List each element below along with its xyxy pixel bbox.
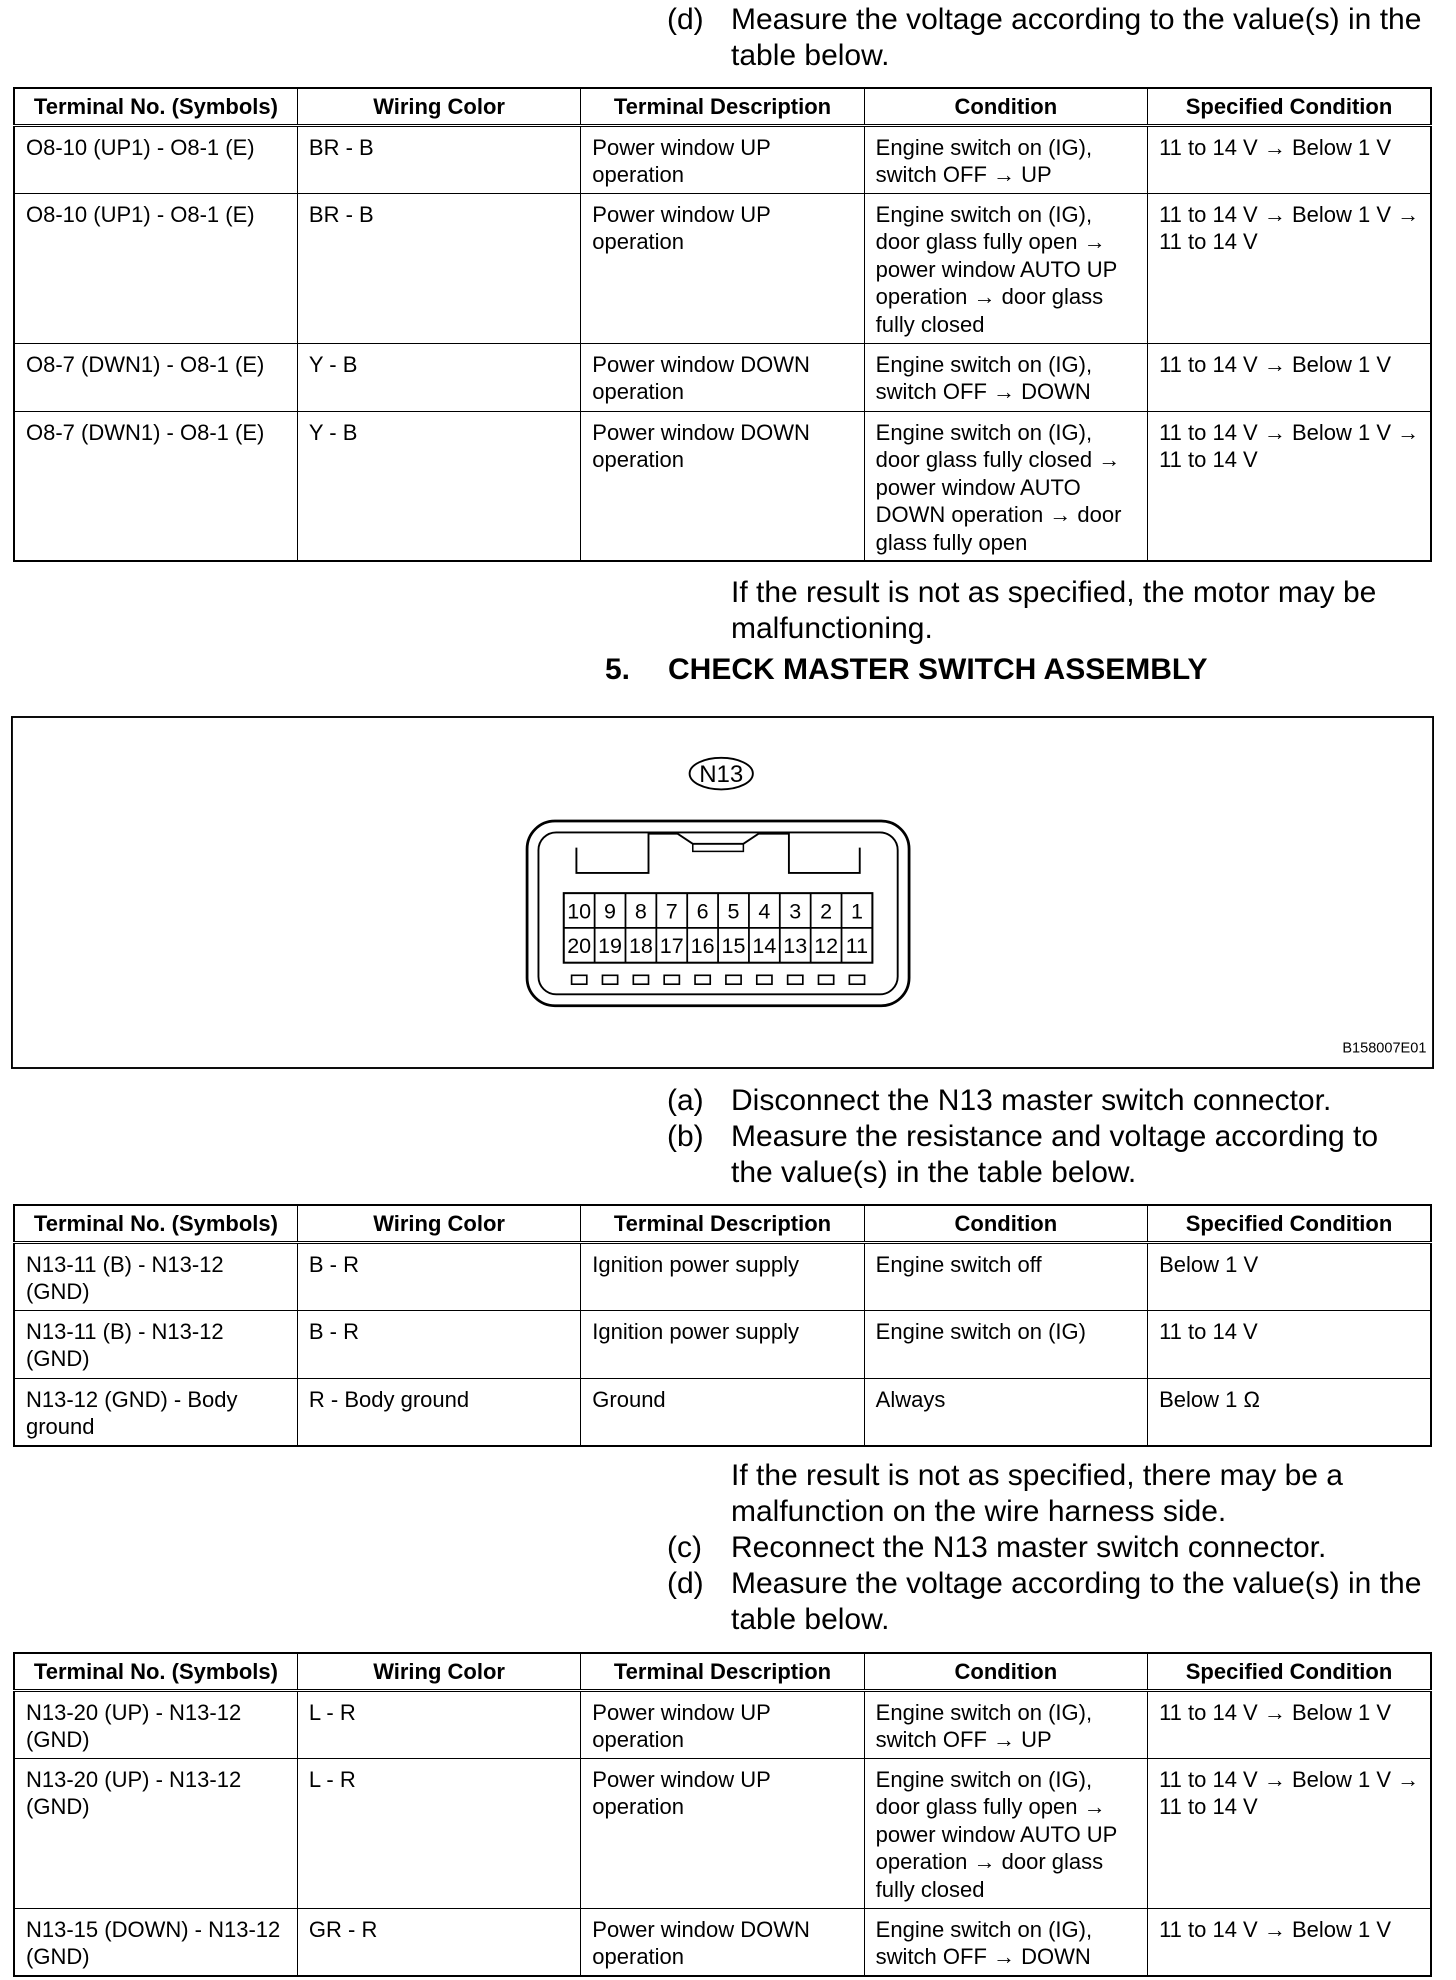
table-header-row (14, 1205, 1431, 1242)
table-row (14, 411, 1431, 561)
step-label: (b) (667, 1120, 704, 1153)
cell-description: Ignition power supply (581, 1310, 864, 1378)
step-label: (c) (667, 1531, 702, 1564)
cell-wiring-color: GR - R (297, 1908, 580, 1976)
header-specified-condition: Specified Condition (1148, 1653, 1431, 1690)
table-row (14, 1690, 1431, 1758)
n13-voltage-table (13, 1652, 1432, 1977)
step-measure-voltage-o8 (667, 2, 1447, 74)
cell-condition: Engine switch on (IG), switch OFF → UP (864, 125, 1147, 193)
cell-description: Power window DOWN operation (581, 411, 864, 561)
header-wiring-color: Wiring Color (297, 88, 580, 125)
pin-11: 11 (845, 934, 869, 959)
header-terminal-description: Terminal Description (581, 1205, 864, 1242)
cell-description: Power window UP operation (581, 125, 864, 193)
header-terminal-no: Terminal No. (Symbols) (14, 1653, 297, 1690)
step-reconnect-connector (667, 1530, 1447, 1566)
n13-resistance-voltage-table (13, 1204, 1432, 1447)
cell-wiring-color: B - R (297, 1242, 580, 1310)
connector-label-badge (690, 758, 753, 790)
cell-terminal: N13-11 (B) - N13-12 (GND) (14, 1242, 297, 1310)
step-measure-resistance-voltage (667, 1119, 1447, 1191)
cell-specified-condition: 11 to 14 V → Below 1 V → 11 to 14 V (1148, 411, 1431, 561)
cell-wiring-color: L - R (297, 1758, 580, 1908)
cell-description: Ignition power supply (581, 1242, 864, 1310)
cell-specified-condition: 11 to 14 V → Below 1 V → 11 to 14 V (1148, 193, 1431, 343)
section-number: 5. (605, 653, 631, 686)
cell-condition: Engine switch on (IG), switch OFF → DOWN (864, 343, 1147, 411)
cell-condition: Engine switch on (IG) (864, 1310, 1147, 1378)
pin-20: 20 (567, 934, 592, 959)
step-label: (d) (667, 1567, 704, 1600)
table-row (14, 1310, 1431, 1378)
cell-description: Power window UP operation (581, 1690, 864, 1758)
step-text: Reconnect the N13 master switch connector. (731, 1531, 1327, 1564)
header-condition: Condition (864, 88, 1147, 125)
cell-specified-condition: 11 to 14 V → Below 1 V (1148, 1908, 1431, 1976)
header-wiring-color: Wiring Color (297, 1205, 580, 1242)
header-terminal-no: Terminal No. (Symbols) (14, 88, 297, 125)
pin-19: 19 (598, 934, 623, 959)
pin-17: 17 (659, 934, 684, 959)
cell-terminal: N13-15 (DOWN) - N13-12 (GND) (14, 1908, 297, 1976)
step-measure-voltage-n13 (667, 1566, 1447, 1638)
cell-terminal: N13-20 (UP) - N13-12 (GND) (14, 1690, 297, 1758)
table-row (14, 1908, 1431, 1976)
cell-terminal: O8-10 (UP1) - O8-1 (E) (14, 193, 297, 343)
terminal-lock-tabs (572, 975, 865, 984)
pin-5: 5 (727, 899, 740, 924)
cell-specified-condition: 11 to 14 V → Below 1 V (1148, 125, 1431, 193)
cell-wiring-color: L - R (297, 1690, 580, 1758)
pin-18: 18 (628, 934, 653, 959)
cell-specified-condition: 11 to 14 V → Below 1 V → 11 to 14 V (1148, 1758, 1431, 1908)
pin-8: 8 (634, 899, 647, 924)
cell-wiring-color: BR - B (297, 125, 580, 193)
cell-terminal: O8-7 (DWN1) - O8-1 (E) (14, 343, 297, 411)
pin-10: 10 (567, 899, 592, 924)
pin-16: 16 (690, 934, 715, 959)
header-condition: Condition (864, 1653, 1147, 1690)
terminal-grid (564, 893, 873, 963)
table-row (14, 1378, 1431, 1446)
figure-id: B158007E01 (1342, 1040, 1427, 1057)
cell-wiring-color: BR - B (297, 193, 580, 343)
table-row (14, 125, 1431, 193)
header-terminal-description: Terminal Description (581, 1653, 864, 1690)
pin-7: 7 (665, 899, 678, 924)
header-terminal-description: Terminal Description (581, 88, 864, 125)
cell-condition: Engine switch on (IG), door glass fully open → power window AUTO UP operation → door glass fully closed (864, 193, 1147, 343)
cell-specified-condition: 11 to 14 V → Below 1 V (1148, 343, 1431, 411)
pin-2: 2 (820, 899, 833, 924)
cell-specified-condition: 11 to 14 V (1148, 1310, 1431, 1378)
cell-specified-condition: Below 1 V (1148, 1242, 1431, 1310)
cell-condition: Engine switch on (IG), switch OFF → UP (864, 1690, 1147, 1758)
pin-1: 1 (850, 899, 863, 924)
cell-condition: Engine switch on (IG), door glass fully closed → power window AUTO DOWN operation → door glass fully open (864, 411, 1147, 561)
pin-12: 12 (814, 934, 839, 959)
table-row (14, 343, 1431, 411)
header-specified-condition: Specified Condition (1148, 1205, 1431, 1242)
cell-description: Power window UP operation (581, 193, 864, 343)
table-row (14, 193, 1431, 343)
header-wiring-color: Wiring Color (297, 1653, 580, 1690)
pin-13: 13 (783, 934, 808, 959)
cell-condition: Engine switch on (IG), switch OFF → DOWN (864, 1908, 1147, 1976)
cell-description: Power window DOWN operation (581, 1908, 864, 1976)
table-header-row (14, 88, 1431, 125)
cell-specified-condition: 11 to 14 V → Below 1 V (1148, 1690, 1431, 1758)
cell-description: Power window UP operation (581, 1758, 864, 1908)
cell-terminal: O8-10 (UP1) - O8-1 (E) (14, 125, 297, 193)
pin-14: 14 (752, 934, 777, 959)
table-row (14, 1758, 1431, 1908)
cell-terminal: O8-7 (DWN1) - O8-1 (E) (14, 411, 297, 561)
cell-specified-condition: Below 1 Ω (1148, 1378, 1431, 1446)
cell-description: Ground (581, 1378, 864, 1446)
cell-wiring-color: B - R (297, 1310, 580, 1378)
header-condition: Condition (864, 1205, 1147, 1242)
step-text: Disconnect the N13 master switch connector. (731, 1084, 1332, 1117)
connector-key-profile (576, 834, 859, 873)
connector-lock-notch (693, 844, 744, 852)
cell-terminal: N13-20 (UP) - N13-12 (GND) (14, 1758, 297, 1908)
cell-condition: Always (864, 1378, 1147, 1446)
section-title: CHECK MASTER SWITCH ASSEMBLY (668, 653, 1208, 686)
header-terminal-no: Terminal No. (Symbols) (14, 1205, 297, 1242)
cell-condition: Engine switch on (IG), door glass fully open → power window AUTO UP operation → door glass fully closed (864, 1758, 1147, 1908)
step-text: Measure the voltage according to the value(s) in the table below. (731, 1567, 1422, 1636)
table-header-row (14, 1653, 1431, 1690)
step-text: Measure the voltage according to the value(s) in the table below. (731, 3, 1422, 72)
o8-voltage-table (13, 87, 1432, 562)
connector-label: N13 (699, 760, 744, 788)
table-row (14, 1242, 1431, 1310)
cell-description: Power window DOWN operation (581, 343, 864, 411)
cell-wiring-color: R - Body ground (297, 1378, 580, 1446)
pin-6: 6 (696, 899, 709, 924)
header-specified-condition: Specified Condition (1148, 88, 1431, 125)
pin-3: 3 (789, 899, 802, 924)
cell-wiring-color: Y - B (297, 343, 580, 411)
connector-figure (11, 716, 1434, 1069)
pin-9: 9 (604, 899, 617, 924)
step-disconnect-connector (667, 1083, 1447, 1119)
step-label: (d) (667, 3, 704, 36)
cell-wiring-color: Y - B (297, 411, 580, 561)
note-motor-malfunction: If the result is not as specified, the motor may be malfunctioning. (731, 576, 1377, 645)
pin-15: 15 (721, 934, 746, 959)
cell-condition: Engine switch off (864, 1242, 1147, 1310)
step-text: Measure the resistance and voltage according to the value(s) in the table below. (731, 1120, 1379, 1189)
cell-terminal: N13-11 (B) - N13-12 (GND) (14, 1310, 297, 1378)
step-label: (a) (667, 1084, 704, 1117)
cell-terminal: N13-12 (GND) - Body ground (14, 1378, 297, 1446)
note-wire-harness-malfunction: If the result is not as specified, there may be a malfunction on the wire harness side. (731, 1459, 1343, 1528)
pin-4: 4 (758, 899, 771, 924)
